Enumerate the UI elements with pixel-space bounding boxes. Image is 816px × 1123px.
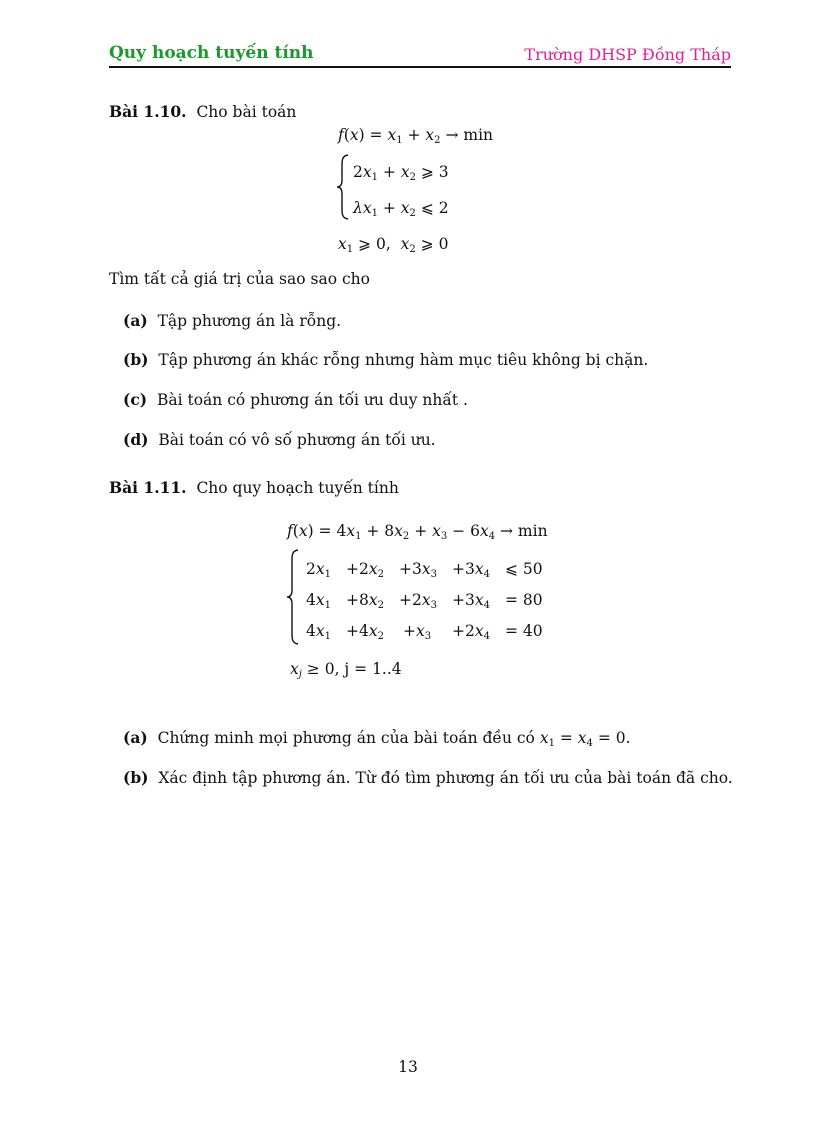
header-institution: Trường DHSP Đồng Tháp <box>524 45 731 64</box>
item-label: (c) <box>123 390 148 409</box>
item-label: (d) <box>123 430 149 449</box>
objective-function: $f(x) = x_1 + x_2 \to \min$ <box>338 126 494 146</box>
list-item <box>123 768 733 787</box>
constraint-1: $2x_1 + x_2$ ⩾ 3 <box>353 163 449 183</box>
exercise-label: Bài 1.10. <box>109 102 187 121</box>
header-course-title: Quy hoạch tuyến tính <box>109 43 314 63</box>
variable-domain: $x_j \ge 0$, j = 1..4 <box>290 660 402 680</box>
exercise-1-11-heading <box>109 478 399 497</box>
list-item: (a) Chứng minh mọi phương án của bài toán đều có $x_1 = x_4 = 0$. <box>123 728 631 749</box>
page-number: 13 <box>398 1058 418 1076</box>
exercise-intro: Cho bài toán <box>196 103 297 121</box>
objective-min: → min <box>445 126 494 144</box>
item-text: Bài toán có phương án tối ưu duy nhất . <box>156 391 468 409</box>
item-label: (b) <box>123 350 149 369</box>
item-text: Xác định tập phương án. Từ đó tìm phương án tối ưu của bài toán đã cho. <box>158 769 733 787</box>
brace-symbol <box>336 154 350 220</box>
brace-symbol <box>286 549 300 645</box>
exercise-1-10-heading <box>109 102 296 121</box>
objective-function: $f(x) = 4x_1 + 8x_2 + x_3 - 6x_4 \to \min$ <box>287 522 548 542</box>
item-text: Chứng minh mọi phương án của bài toán đều có <box>157 729 535 747</box>
constraint-2: $\lambda x_1 + x_2$ ⩽ 2 <box>353 199 449 219</box>
exercise-intro: Cho quy hoạch tuyến tính <box>196 479 399 497</box>
question-text: Tìm tất cả giá trị của sao sao cho <box>109 270 370 288</box>
item-label: (a) <box>123 728 148 747</box>
list-item <box>123 390 468 409</box>
exercise-label: Bài 1.11. <box>109 478 187 497</box>
item-text: Bài toán có vô số phương án tối ưu. <box>158 431 436 449</box>
item-text: Tập phương án khác rỗng nhưng hàm mục tiêu không bị chặn. <box>158 351 649 369</box>
list-item <box>123 311 341 330</box>
list-item <box>123 350 648 369</box>
item-label: (b) <box>123 768 149 787</box>
header-rule <box>109 66 731 68</box>
list-item <box>123 430 436 449</box>
objective-min: → min <box>500 522 548 540</box>
item-text: Tập phương án là rỗng. <box>157 312 342 330</box>
nonnegativity: $x_1$ ⩾ 0, $x_2$ ⩾ 0 <box>338 235 449 255</box>
item-label: (a) <box>123 311 148 330</box>
